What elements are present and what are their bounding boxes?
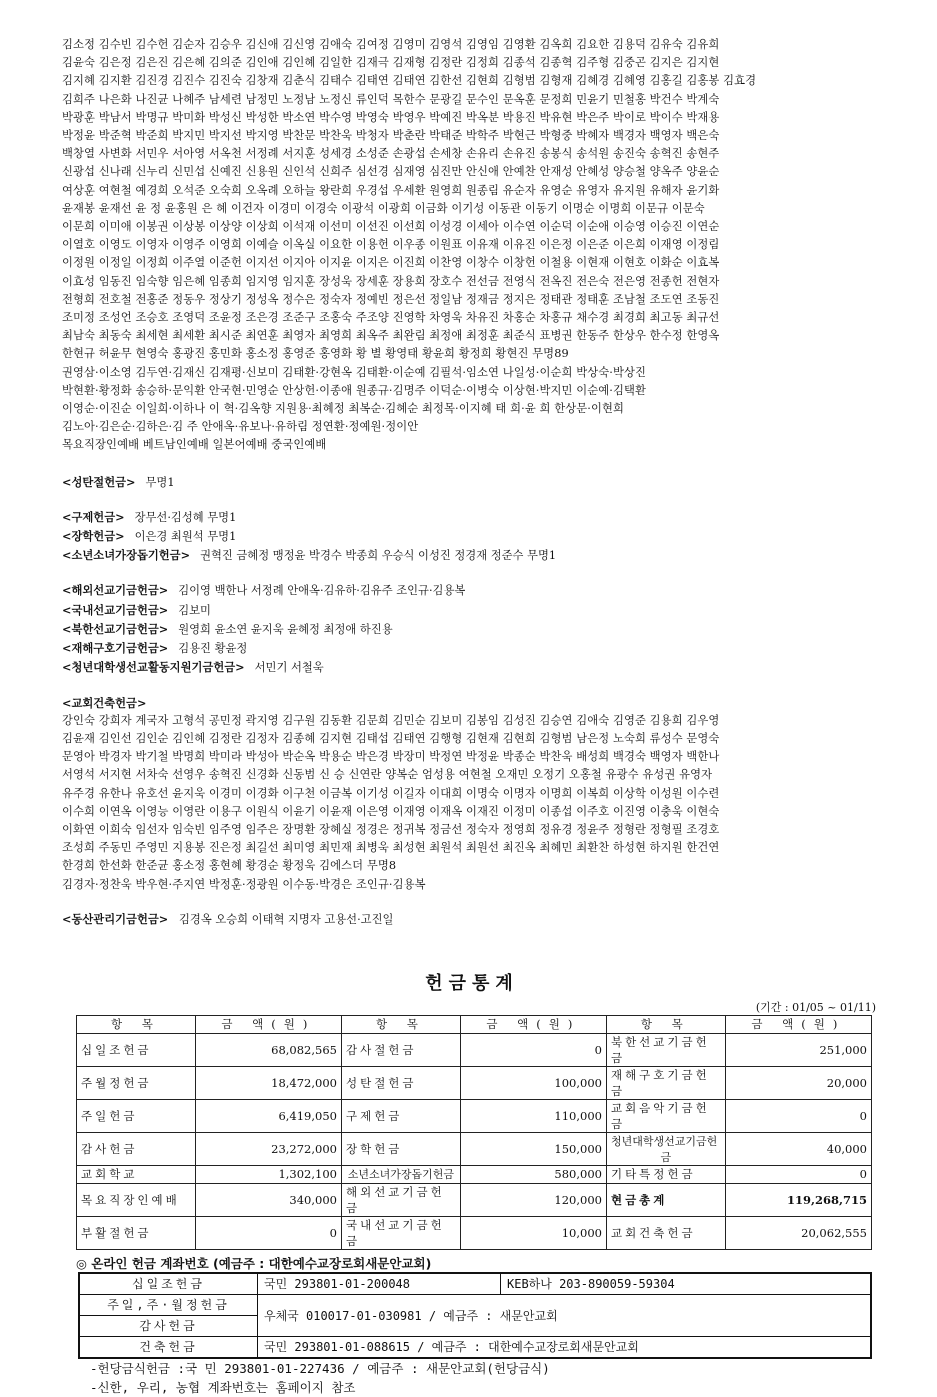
stats-amount-cell: 150,000 [460,1132,606,1165]
building-offering-section [62,694,882,894]
stats-item-cell: 북한선교기금헌금 [606,1033,725,1066]
offering-section [62,658,882,677]
offering-section-label: <해외선교기금헌금> [62,583,169,598]
stats-amount-cell: 18,472,000 [195,1066,341,1099]
offering-section-label: <북한선교기금헌금> [62,621,169,636]
stats-item-cell: 교회학교 [77,1165,196,1183]
offering-section-names: 권혁진 금혜정 맹정윤 박경수 박종희 우승식 이성진 정경재 정준수 무명1 [200,549,557,563]
donor-names-line: 김소정 김수빈 김수헌 김순자 김승우 김신애 김신영 김애숙 김여정 김영미 김영석 김영임 김영환 김옥희 김요한 김용덕 김유숙 김유희 [62,38,720,51]
stats-item-cell: 십일조헌금 [77,1033,196,1066]
account-row-weekly [79,1294,871,1315]
stats-item-cell: 소년소녀가장돕기헌금 [341,1165,460,1183]
stats-table [76,1015,872,1250]
donor-names-line: 윤재봉 윤재선 윤 정 윤홍원 은 혜 이건자 이경미 이경숙 이광석 이광희 이금화 이기성 이동관 이동기 이명순 이명희 이문규 이문숙 [62,201,705,215]
offering-section-label: <소년소녀가장돕기헌금> [62,548,191,563]
offering-section-names: 김보미 [178,603,211,617]
building-names-line: 김윤재 김인선 김인순 김인혜 김정란 김정자 김종혜 김지현 김태섭 김태연 김행형 김현재 김현희 김형범 남은정 노숙희 류성수 문영숙 [62,731,720,745]
donor-names-paragraph [62,36,882,455]
stats-item-cell: 성탄절헌금 [341,1066,460,1099]
donor-names-line: 여상훈 여현철 예경희 오석준 오숙희 오옥례 오하늘 왕란희 우경섭 우세환 원영희 원종림 유순자 유영순 유영자 유지원 유해자 윤기화 [62,183,720,197]
offering-section-names: 서민기 서철욱 [254,661,324,675]
stats-header-cell: 금 액(원) [725,1015,871,1033]
donor-names-line: 이정원 이정일 이정희 이주열 이준헌 이지선 이지아 이지윤 이지은 이진희 이찬영 이창수 이창헌 이철용 이현재 이현호 이화순 이효복 [62,256,720,270]
stats-item-cell: 기타특정헌금 [606,1165,725,1183]
stats-amount-cell: 0 [195,1216,341,1249]
offering-section-label: <장학헌금> [62,529,125,544]
stats-item-cell: 재해구호기금헌금 [606,1066,725,1099]
offering-section-label: <국내선교기금헌금> [62,602,169,617]
offering-section [62,601,882,620]
stats-amount-cell: 340,000 [195,1183,341,1216]
donor-names-line: 한현규 허윤무 현영숙 홍광진 홍민화 홍소정 홍영준 홍영화 황 별 황영태 황윤희 황정희 황현진 무명89 [62,347,569,361]
stats-amount-cell: 6,419,050 [195,1099,341,1132]
stats-amount-cell: 110,000 [460,1099,606,1132]
offering-section-label: <청년대학생선교활동지원기금헌금> [62,660,245,675]
donor-names-line: 박정윤 박준혁 박준희 박지민 박지선 박지영 박찬문 박찬욱 박청자 박춘란 박태준 박학주 박현근 박형중 박혜자 백경자 백영자 백은숙 [62,129,720,143]
stats-item-cell: 감사절헌금 [341,1033,460,1066]
stats-amount-cell: 0 [460,1033,606,1066]
stats-title: 헌금통계 [425,972,519,994]
offering-section [62,473,882,492]
offering-section [62,620,882,639]
stats-amount-cell: 0 [725,1099,871,1132]
offering-section [62,581,882,600]
donor-names-line: 박광훈 박남서 박명규 박미화 박성신 박성한 박소연 박수영 박영숙 박영우 박예진 박옥분 박용진 박유현 박은주 박이로 박이수 박재용 [62,110,720,124]
accounts-table [78,1272,872,1359]
building-names-line: 강인숙 강희자 계국자 고형석 공민정 곽지영 김구원 김동환 김문희 김민순 김보미 김봉임 김성진 김승연 김애숙 김영준 김용희 김우영 [62,713,720,727]
stats-item-cell: 국내선교기금헌금 [341,1216,460,1249]
donor-names-line: 조미정 조성언 조승호 조영덕 조윤정 조은경 조준구 조홍숙 주조양 진영학 차영욱 차유진 차홍순 차홍규 채수경 최경희 최고동 최규선 [62,311,720,325]
stats-row [77,1216,872,1249]
offering-section-label: <구제헌금> [62,509,125,524]
accounts-title: ◎ 온라인 헌금 계좌번호 (예금주 : 대한예수교장로회새문안교회) [76,1255,432,1271]
stats-header-row [77,1015,872,1033]
stats-amount-cell: 40,000 [725,1132,871,1165]
donor-names-line: 전형희 전호철 전홍준 정동우 정상기 정성옥 정수은 정숙자 정예빈 정은선 정일남 정재금 정지은 정태관 정태훈 조남철 조도연 조동진 [62,292,720,306]
donor-names-line: 김노아·김은순·김하은·김 주 안애옥·유보나·유하림 정연환·정예원·정이안 [62,420,419,434]
stats-row [77,1099,872,1132]
note-2: -신한, 우리, 농협 계좌번호는 홈페이지 참조 [90,1379,356,1395]
offering-section [62,527,882,546]
offering-sections [62,473,882,678]
stats-amount-cell: 119,268,715 [725,1183,871,1216]
donor-names-line: 백창열 사변화 서민우 서아영 서옥천 서정례 서지훈 성세경 소성준 손광섭 손세창 손유리 손유진 송봉식 송석원 송진숙 송혁진 송현주 [62,147,720,161]
account-row-building [79,1336,871,1358]
stats-item-cell: 감사헌금 [77,1132,196,1165]
stats-header-cell: 항 목 [606,1015,725,1033]
stats-item-cell: 교회건축헌금 [606,1216,725,1249]
stats-amount-cell: 251,000 [725,1033,871,1066]
account-notes [90,1359,882,1397]
building-names-line: 유주경 유한나 유호선 윤지욱 이경미 이경화 이구천 이금복 이기성 이길자 이대희 이명숙 이명자 이명희 이복희 이상학 이성원 이수련 [62,786,720,800]
tithe-label: 십일조헌금 [79,1273,258,1295]
building-names-line: 김경자·정찬욱 박우현·주지연 박정훈·정광원 이수동·박경은 조인규·김용복 [62,877,426,891]
stats-amount-cell: 580,000 [460,1165,606,1183]
stats-row [77,1066,872,1099]
stats-amount-cell: 10,000 [460,1216,606,1249]
offering-section-names: 무명1 [145,475,175,489]
note-1: -헌당금식헌금 :국 민 293801-01-227436 / 예금주 : 새문안교회(헌당금식) [90,1360,550,1376]
stats-amount-cell: 1,302,100 [195,1165,341,1183]
stats-amount-cell: 23,272,000 [195,1132,341,1165]
donor-names-line: 김윤숙 김은정 김은진 김은혜 김의준 김인애 김인혜 김일한 김재극 김재형 김정란 김정희 김종석 김종혁 김주형 김중곤 김지은 김지현 [62,56,720,70]
weekly-account: 우체국 010017-01-030981 / 예금주 : 새문안교회 [258,1294,872,1336]
stats-item-cell: 해외선교기금헌금 [341,1183,460,1216]
offering-section-label: <성탄절헌금> [62,474,136,489]
stats-header-cell: 금 액(원) [460,1015,606,1033]
stats-row [77,1033,872,1066]
thanks-label: 감사헌금 [79,1315,258,1336]
offering-section [62,508,882,527]
page [62,36,882,1397]
stats-row [77,1132,872,1165]
stats-item-cell: 현금총계 [606,1183,725,1216]
stats-header-cell: 항 목 [77,1015,196,1033]
stats-header-cell: 금 액(원) [195,1015,341,1033]
stats-item-cell: 부활절헌금 [77,1216,196,1249]
donor-names-line: 박현환·황정화 송승하·문익환 안국현·민영순 안상헌·이종애 원종규·김명주 이덕순·이병숙 이상현·박지민 이순예·김택환 [62,383,646,397]
donor-names-line: 목요직장인예배 베트남인예배 일본어예배 중국인예배 [62,438,327,452]
dongsan-label: <동산관리기금헌금> [62,911,169,926]
building-offering-label: <교회건축헌금> [62,695,147,710]
donor-names-line: 권영삼·이소영 김두연·김재신 김재평·신보미 김태환·강현옥 김태환·이순예 김필석·임소연 나일성·이순희 박상숙·박상진 [62,365,646,379]
donor-names-line: 이효성 임동진 임숙향 임은혜 임종희 임지영 임지훈 장성욱 장세훈 장용희 장호수 전선금 전영식 전옥진 전은숙 전은영 전종헌 전현자 [62,274,720,288]
building-account: 국민 293801-01-088615 / 예금주 : 대한예수교장로회새문안교회 [258,1336,872,1358]
donor-names-line: 이문희 이미애 이봉권 이상봉 이상양 이상희 이석재 이선미 이선진 이선희 이성경 이세아 이수연 이순덕 이순애 이승영 이승진 이연순 [62,220,720,234]
offering-section [62,639,882,658]
stats-item-cell: 주월정헌금 [77,1066,196,1099]
building-names-line: 서영석 서지현 서차숙 선영우 송혁진 신경화 신동범 신 승 신연란 양복순 엄성용 여현철 오재민 오정기 오홍철 유광수 유성권 유영자 [62,768,713,782]
building-names-line: 이수희 이연옥 이영능 이영란 이용구 이원식 이윤기 이윤재 이은영 이재영 이재옥 이재진 이정미 이종섭 이주호 이진영 이충욱 이현숙 [62,804,720,818]
donor-names-line: 이영순·이진순 이일희·이하나 이 혁·김옥향 지원용·최혜정 최복순·김혜순 최정목·이지혜 태 희·윤 희 한상문·이현희 [62,402,625,416]
stats-item-cell: 교회음악기금헌금 [606,1099,725,1132]
stats-amount-cell: 100,000 [460,1066,606,1099]
building-label: 건축헌금 [79,1336,258,1358]
building-names-line: 이화연 이희숙 임선자 임숙빈 임주영 임주은 장명환 장혜실 정경은 정귀복 정금선 정숙자 정영희 정유경 정윤주 정형란 정형필 조경호 [62,822,720,836]
offering-section-label: <재해구호기금헌금> [62,641,169,656]
stats-amount-cell: 20,062,555 [725,1216,871,1249]
weekly-label: 주일,주·월정헌금 [79,1294,258,1315]
dongsan-names: 김경옥 오승희 이태혁 지명자 고용선·고진일 [179,912,394,926]
building-names-line: 한경희 한선화 한준균 홍소정 홍현혜 황경순 황정욱 김에스더 무명8 [62,859,397,873]
donor-names-line: 최남숙 최동숙 최세현 최세환 최시준 최연훈 최영자 최영희 최옥주 최완림 최정애 최정훈 최준식 표병권 한동주 한상우 한수정 한영옥 [62,329,720,343]
stats-amount-cell: 120,000 [460,1183,606,1216]
building-names-line: 문영아 박경자 박기철 박명희 박미라 박성아 박순옥 박용순 박은경 박장미 박정연 박정윤 박종순 박찬욱 배성희 백경숙 백영자 백한나 [62,750,720,764]
dongsan-section [62,910,882,929]
building-offering-names [62,712,882,894]
stats-amount-cell: 20,000 [725,1066,871,1099]
offering-section-names: 김이영 백한나 서정례 안애옥·김유하·김유주 조인규·김용복 [178,584,466,598]
stats-row [77,1165,872,1183]
stats-item-cell: 목요직장인예배 [77,1183,196,1216]
stats-amount-cell: 68,082,565 [195,1033,341,1066]
donor-names-line: 김희주 나은화 나진균 나혜주 남세련 남정민 노정남 노정신 류인덕 목한수 문광길 문수인 문옥훈 문정희 민윤기 민철홍 박건수 박계숙 [62,92,720,106]
offering-section-names: 김용진 황윤정 [178,642,248,656]
stats-item-cell: 장학헌금 [341,1132,460,1165]
offering-section-names: 원영희 윤소연 윤지욱 윤혜정 최정애 하진용 [178,622,393,636]
donor-names-line: 김지혜 김지환 김진경 김진수 김진숙 김창재 김춘식 김태수 김태연 김태연 김한선 김현희 김형범 김형재 김혜경 김혜영 김홍길 김홍봉 김효경 [62,74,757,88]
stats-header-cell: 항 목 [341,1015,460,1033]
stats-item-cell: 주일헌금 [77,1099,196,1132]
account-row-tithe [79,1273,871,1295]
stats-amount-cell: 0 [725,1165,871,1183]
offering-section-names: 장무선·김성혜 무명1 [134,510,237,524]
offering-section-names: 이은경 최원석 무명1 [134,530,237,544]
tithe-account-2: KEB하나 203-890059-59304 [501,1273,872,1295]
building-names-line: 조성희 주동민 주영민 지용봉 진은정 최길선 최미영 최민재 최병욱 최성현 최원석 최원선 최진옥 최혜민 최환찬 하성현 하지원 한건연 [62,841,720,855]
donor-names-line: 이열호 이영도 이영자 이영주 이영희 이예슬 이옥실 이요한 이용헌 이우종 이원표 이유재 이유진 이은정 이은준 이은희 이재영 이정림 [62,238,720,252]
stats-row [77,1183,872,1216]
donor-names-line: 신광섭 신나래 신누리 신민섭 신예진 신용원 신인석 신희주 심선경 심재영 심진만 안신애 안예찬 안재성 안혜성 양승철 양옥주 양윤순 [62,165,720,179]
stats-period: (기간 : 01/05 ~ 01/11) [755,1000,876,1014]
stats-item-cell: 청년대학생선교기금헌금 [606,1132,725,1165]
tithe-account-1: 국민 293801-01-200048 [258,1273,501,1295]
stats-item-cell: 구제헌금 [341,1099,460,1132]
offering-section [62,546,882,565]
